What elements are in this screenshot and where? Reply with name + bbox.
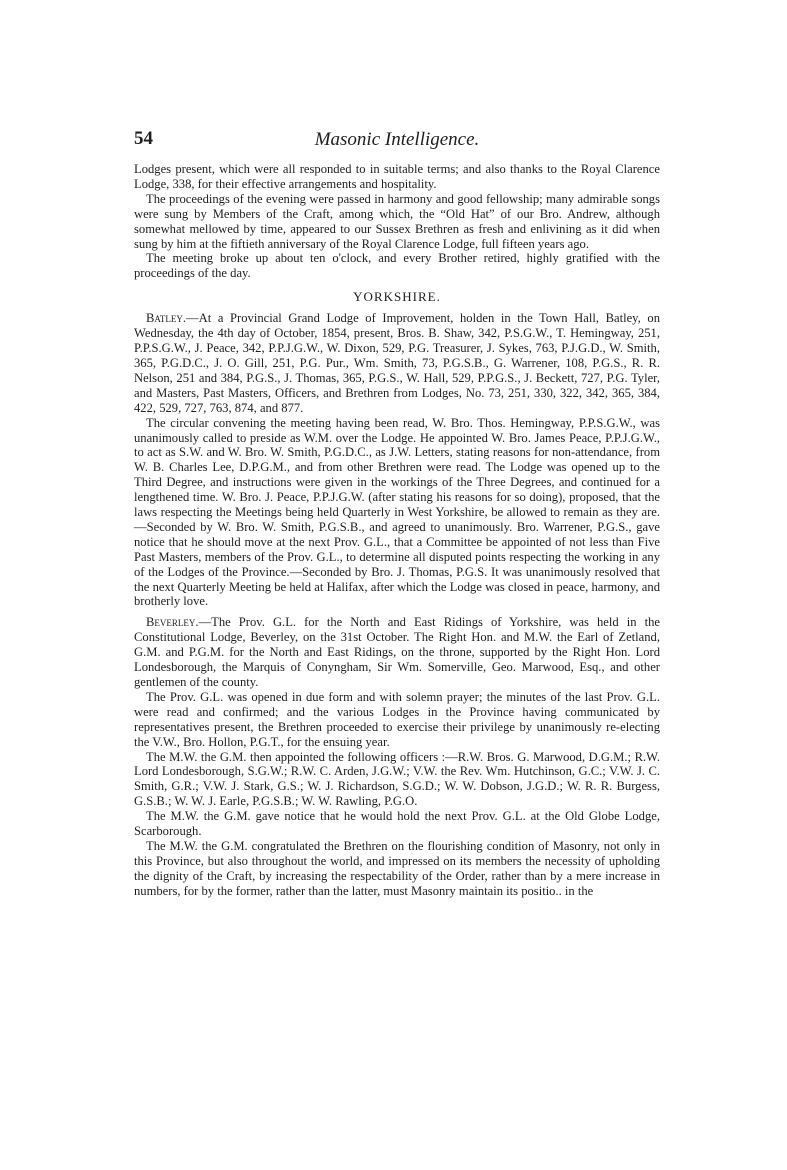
paragraph-batley-proceedings: The circular convening the meeting having been read, W. Bro. Thos. Hemingway, P.P.S.G.W., was unanimously called to preside as W.M. over the Lodge. He appointed W. Bro. James Peace, P.P.J.G.W., to act as S.W. and W. Bro. W. Smith, P.G.D.C., as J.W. Letters, stating reasons for non-attendance, from W. B. Charles Lee, D.P.G.M., and from other Brethren were read. The Lodge was opened up to the Third Degree, and instructions were given in the workings of the Three Degrees, and continued for a lengthened time. W. Bro. J. Peace, P.P.J.G.W. (after stating his reasons for so doing), proposed, that the laws respecting the Meetings being held Quarterly in West Yorkshire, be allowed to remain as they are.—Seconded by W. Bro. W. Smith, P.G.S.B., and agreed to unanimously. Bro. Warrener, P.G.S., gave notice that he should move at the next Prov. G.L., that a Committee be appointed of not less than Five Past Masters, members of the Prov. G.L., to determine all disputed points respecting the working in any of the Lodges of the Province.—Seconded by Bro. J. Thomas, P.G.S. It was unanimously resolved that the next Quarterly Meeting be held at Halifax, after which the Lodge was closed in peace, harmony, and brotherly love. <box>134 415 660 609</box>
paragraph-beverley-intro <box>134 615 660 690</box>
paragraph-batley-intro <box>134 311 660 415</box>
paragraph-beverley-opened: The Prov. G.L. was opened in due form and with solemn prayer; the minutes of the last Prov. G.L. were read and confirmed; and the various Lodges in the Province having communicated by representatives present, the Brethren proceeded to exercise their privilege by unanimously re-electing the V.W., Bro. Hollon, P.G.T., for the ensuing year. <box>134 689 660 749</box>
paragraph-lodges-present: Lodges present, which were all responded to in suitable terms; and also thanks to the Royal Clarence Lodge, 338, for their effective arrangements and hospitality. <box>134 162 660 191</box>
beverley-lead: Beverley. <box>146 615 199 630</box>
running-title: Masonic Intelligence. <box>314 129 480 150</box>
paragraph-beverley-officers: The M.W. the G.M. then appointed the following officers :—R.W. Bros. G. Marwood, D.G.M.; R.W. Lord Londesborough, S.G.W.; R.W. C. Arden, J.G.W.; V.W. the Rev. Wm. Hutchinson, G.C.; V.W. J. C. Smith, G.R.; V.W. J. Stark, G.S.; W. J. Richardson, S.G.D.; W. W. Dobson, J.G.D.; W. R. R. Burgess, G.S.B.; W. W. J. Earle, P.G.S.B.; W. W. Rawling, P.G.O. <box>134 749 660 809</box>
section-heading-yorkshire: YORKSHIRE. <box>353 289 441 305</box>
batley-intro-text: —At a Provincial Grand Lodge of Improvement, holden in the Town Hall, Batley, on Wednesday, the 4th day of October, 1854, present, Bros. B. Shaw, 342, P.S.G.W., T. Hemingway, 251, P.P.S.G.W., J. Peace, 342, P.P.J.G.W., W. Dixon, 529, P.G. Treasurer, J. Sykes, 763, P.J.G.D., W. Smith, 365, P.G.D.C., J. O. Gill, 251, P.G. Pur., Wm. Smith, 73, P.G.S.B., G. Warrener, 108, P.G.S., R. R. Nelson, 251 and 384, P.G.S., J. Thomas, 365, P.G.S., W. Hall, 529, P.P.G.S., J. Beckett, 727, P.G. Tyler, and Masters, Past Masters, Officers, and Brethren from Lodges, No. 73, 251, 330, 322, 342, 365, 384, 422, 529, 727, 763, 874, and 877. <box>134 311 660 415</box>
paragraph-proceedings: The proceedings of the evening were passed in harmony and good fellowship; many admirable songs were sung by Members of the Craft, among which, the “Old Hat” of our Bro. Andrew, although somewhat mellowed by time, appeared to our Sussex Brethren as fresh and enlivining as it did when sung by him at the fiftieth anniversary of the Royal Clarence Lodge, full fifteen years ago. <box>134 191 660 251</box>
page-number: 54 <box>134 128 153 149</box>
paragraph-beverley-notice: The M.W. the G.M. gave notice that he would hold the next Prov. G.L. at the Old Globe Lodge, Scarborough. <box>134 809 660 839</box>
paragraph-meeting-closed: The meeting broke up about ten o'clock, and every Brother retired, highly gratified with the proceedings of the day. <box>134 251 660 281</box>
batley-lead: Batley. <box>146 311 187 326</box>
page-header <box>134 128 660 154</box>
beverley-intro-text: —The Prov. G.L. for the North and East Ridings of Yorkshire, was held in the Constitutional Lodge, Beverley, on the 31st October. The Right Hon. and M.W. the Earl of Zetland, G.M. and P.G.M. for the North and East Ridings, on the throne, supported by the Right Hon. Lord Londesborough, the Marquis of Conyngham, Sir Wm. Somerville, Geo. Marwood, Esq., and other gentlemen of the county. <box>134 615 660 689</box>
paragraph-beverley-congratulations: The M.W. the G.M. congratulated the Brethren on the flourishing condition of Masonry, not only in this Province, but also throughout the world, and impressed on its members the necessity of upholding the dignity of the Craft, by increasing the respectability of the Order, rather than by a mere increase in numbers, for by the former, rather than the latter, must Masonry maintain its positio.. in the <box>134 838 660 898</box>
document-page <box>134 128 660 899</box>
